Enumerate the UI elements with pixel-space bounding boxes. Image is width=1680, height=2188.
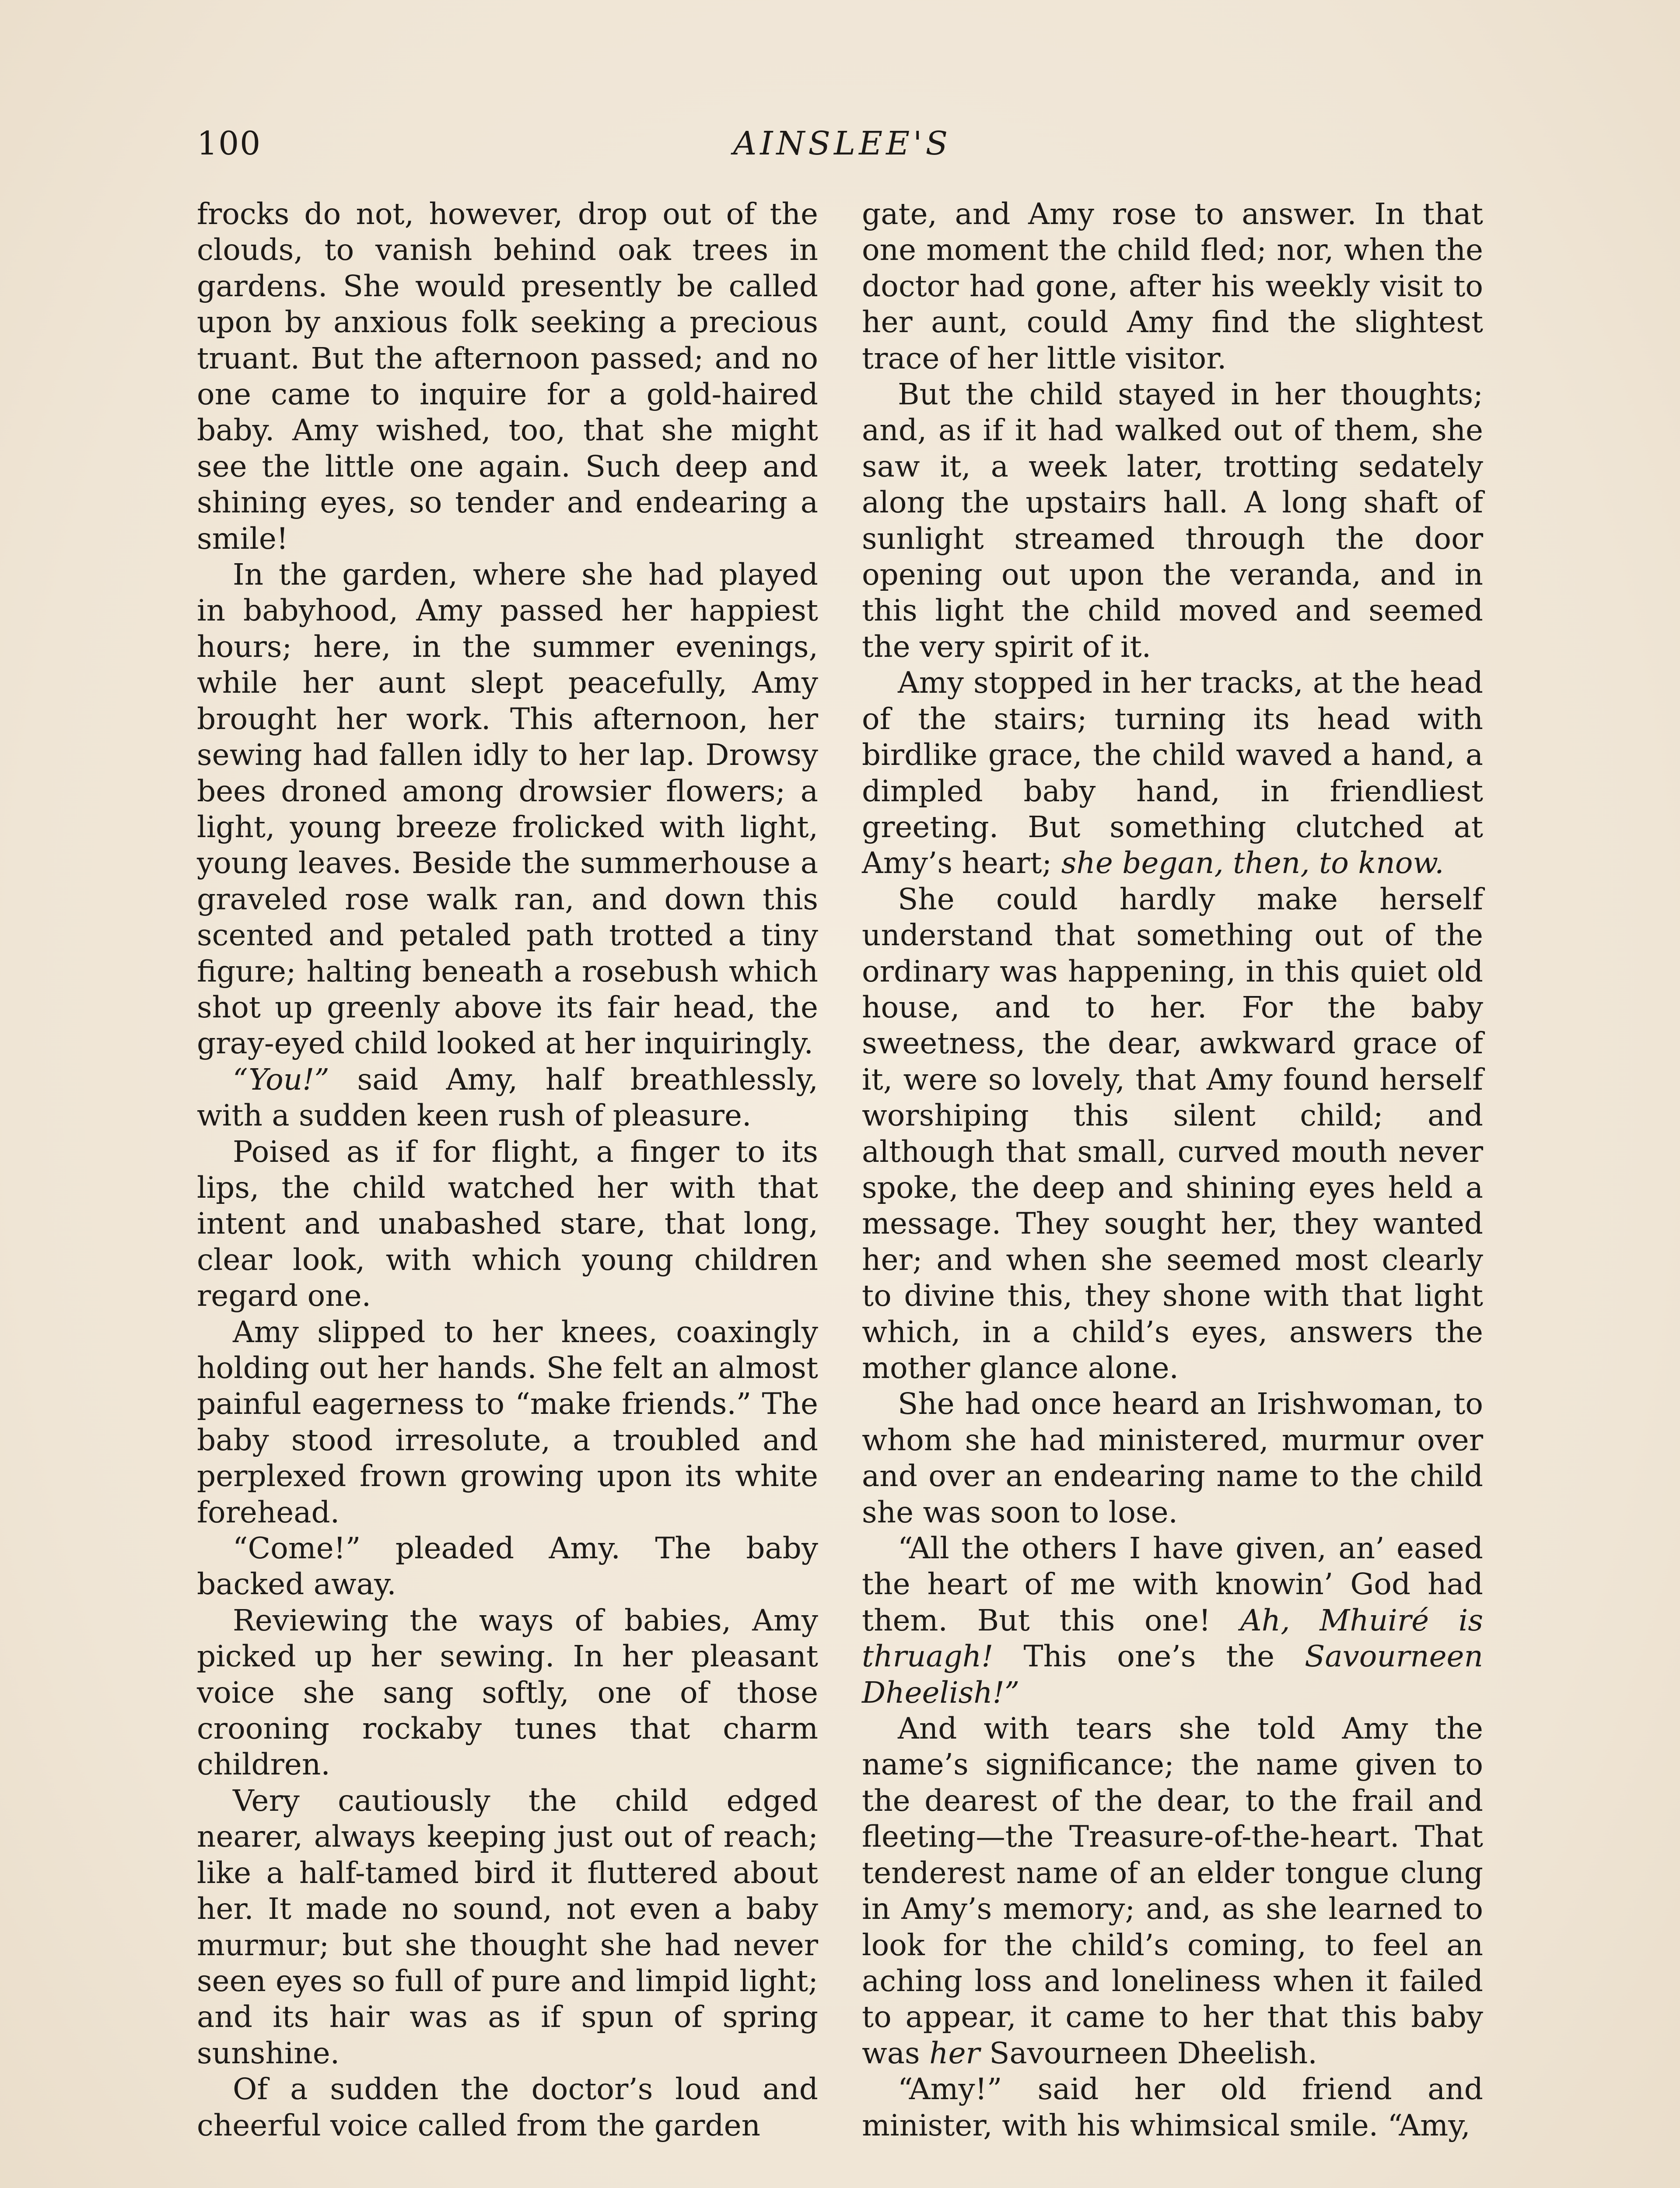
italic-phrase: Ah, Mhuiré is thruagh!	[862, 1602, 1483, 1674]
paragraph	[862, 1711, 1483, 2071]
paragraph: She had once heard an Irishwoman, to whom she had ministered, murmur over and over an endearing name to the child she was soon to lose.	[862, 1386, 1483, 1529]
italic-phrase: she began, then, to know.	[1061, 845, 1444, 880]
paragraph: Amy slipped to her knees, coaxingly holding out her hands. She felt an almost painful eagerness to “make friends.” The baby stood irresolute, a troubled and perplexed frown growing upon its white forehead.	[197, 1314, 818, 1529]
paragraph: In the garden, where she had played in babyhood, Amy passed her happiest hours; here, in the summer evenings, while her aunt slept peacefully, Amy brought her work. This afternoon, her sewing had fallen idly to her lap. Drowsy bees droned among drowsier flowers; a light, young breeze frolicked with light, young leaves. Beside the summerhouse a graveled rose walk ran, and down this scented and petaled path trotted a tiny figure; halting beneath a rosebush which shot up greenly above its fair head, the gray-eyed child looked at her inquiringly.	[197, 557, 818, 1061]
paragraph-text: Savourneen Dheelish.	[989, 2035, 1317, 2070]
paragraph: She could hardly make herself understand that something out of the ordinary was happening, in this quiet old house, and to her. For the baby sweetness, the dear, awkward grace of it, were so lovely, that Amy found herself worshiping this silent child; and although that small, curved mouth never spoke, the deep and shining eyes held a message. They sought her, they wanted her; and when she seemed most clearly to divine this, they shone with that light which, in a child’s eyes, answers the mother glance alone.	[862, 881, 1483, 1385]
paragraph: gate, and Amy rose to answer. In that one moment the child fled; nor, when the doctor had gone, after his weekly visit to her aunt, could Amy find the slightest trace of her little visitor.	[862, 196, 1483, 375]
paragraph-text: This one’s the	[1023, 1639, 1275, 1674]
paragraph: frocks do not, however, drop out of the clouds, to vanish behind oak trees in gardens. She would presently be called upon by anxious folk seeking a precious truant. But the afternoon passed; and no one came to inquire for a gold-haired baby. Amy wished, too, that she might see the little one again. Such deep and shining eyes, so tender and endearing a smile!	[197, 196, 818, 556]
page-number: 100	[197, 125, 262, 162]
right-column	[862, 196, 1483, 2143]
paragraph: Of a sudden the doctor’s loud and cheerful voice called from the garden	[197, 2072, 818, 2142]
italic-phrase: Savourneen Dheelish!”	[862, 1639, 1483, 1710]
paragraph: But the child stayed in her thoughts; and, as if it had walked out of them, she saw it, a week later, trotting sedately along the upstairs hall. A long shaft of sunlight streamed through the door opening out upon the veranda, and in this light the child moved and seemed the very spirit of it.	[862, 377, 1483, 664]
italic-exclamation: “You!”	[233, 1062, 329, 1097]
paragraph	[862, 1530, 1483, 1711]
paragraph	[862, 665, 1483, 881]
page-header	[197, 122, 1488, 165]
paragraph: Poised as if for flight, a finger to its lips, the child watched her with that intent and unabashed stare, that long, clear look, with which young children regard one.	[197, 1134, 818, 1313]
paragraph: “Come!” pleaded Amy. The baby backed away.	[197, 1531, 818, 1602]
paragraph-text: said Amy, half breathlessly, with a sudden keen rush of pleasure.	[197, 1062, 818, 1133]
paragraph	[197, 1062, 818, 1134]
paragraph-text: Amy stopped in her tracks, at the head of the stairs; turning its head with birdlike grace, the child waved a hand, a dimpled baby hand, in friendliest greeting. But something clutched at Amy’s heart;	[862, 665, 1483, 880]
left-column	[197, 196, 818, 2143]
paragraph: “Amy!” said her old friend and minister, with his whimsical smile. “Amy,	[862, 2072, 1483, 2142]
paragraph: Very cautiously the child edged nearer, always keeping just out of reach; like a half-tamed bird it fluttered about her. It made no sound, not even a baby murmur; but she thought she had never seen eyes so full of pure and limpid light; and its hair was as if spun of spring sunshine.	[197, 1783, 818, 2070]
paragraph-text: “All the others I have given, an’ eased the heart of me with knowin’ God had them. But this one!	[862, 1531, 1483, 1637]
running-head: AINSLEE'S	[733, 125, 952, 162]
paragraph-text: And with tears she told Amy the name’s significance; the name given to the dearest of the dear, to the frail and fleeting—the Treasure-of-the-heart. That tenderest name of an elder tongue clung in Amy’s memory; and, as she learned to look for the child’s coming, to feel an aching loss and loneliness when it failed to appear, it came to her that this baby was	[862, 1711, 1483, 2070]
paragraph: Reviewing the ways of babies, Amy picked up her sewing. In her pleasant voice she sang softly, one of those crooning rockaby tunes that charm children.	[197, 1602, 818, 1782]
italic-word: her	[929, 2035, 980, 2070]
